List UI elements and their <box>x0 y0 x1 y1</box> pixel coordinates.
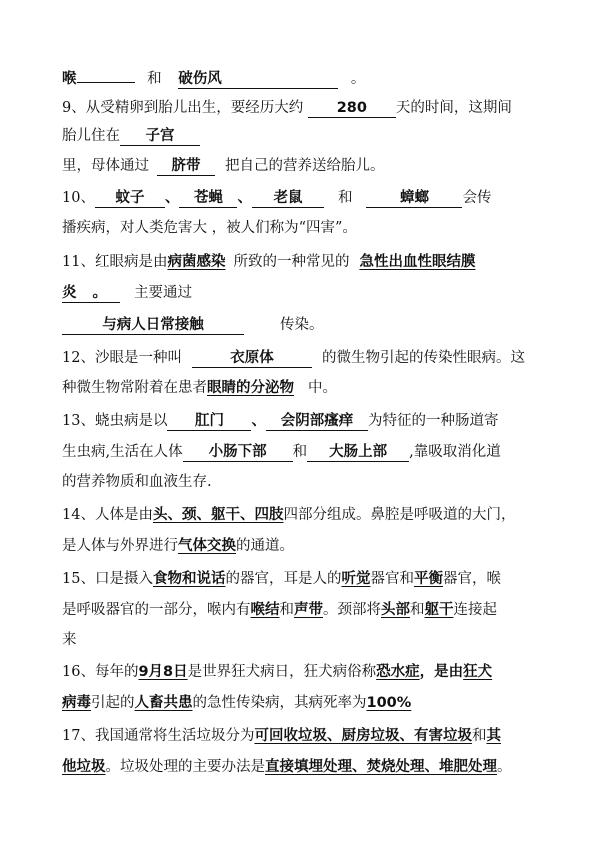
text: 从受精卵到胎儿出生，要经历大约 <box>85 100 304 116</box>
answer-blank: 衣原体 <box>192 349 312 368</box>
answer: 可回收垃圾、厨房垃圾、有害垃圾 <box>254 728 472 744</box>
text: 是人体与外界进行 <box>62 538 178 554</box>
q16-line-1 <box>62 662 492 682</box>
q11-line-2 <box>62 283 192 303</box>
text: 蛲虫病是以 <box>94 413 168 429</box>
answer: 躯干 <box>424 602 454 618</box>
q13-line-3 <box>62 472 212 492</box>
text: 来 <box>62 632 77 648</box>
question-number: 9、 <box>62 100 86 116</box>
answer: 声带 <box>294 602 323 618</box>
question-number: 10、 <box>62 190 95 206</box>
answer: 病菌感染 <box>167 254 226 270</box>
answer-blank: 280 <box>308 99 396 118</box>
answer-blank: 破伤风 <box>178 70 338 89</box>
answer: 急性出血性眼结膜 <box>359 254 476 270</box>
separator: 、 <box>251 413 266 429</box>
answer: 气体交换 <box>178 538 236 554</box>
text: 口是摄入 <box>94 571 153 587</box>
text: 是世界狂犬病日，狂犬病俗称 <box>187 664 377 680</box>
answer-blank: 小肠下部 <box>183 443 293 462</box>
answer-blank: 老鼠 <box>252 189 324 208</box>
text: 里，母体通过 <box>62 158 149 174</box>
text: 我国通常将生活垃圾分为 <box>94 728 255 744</box>
text: 连接起 <box>453 602 497 618</box>
answer: 平衡 <box>413 571 443 587</box>
answer-blank: 大肠上部 <box>307 443 409 462</box>
answer: 食物和说话 <box>152 571 226 587</box>
answer-blank: 蚊子 <box>95 189 165 208</box>
question-number: 16、 <box>62 664 95 680</box>
separator: 、 <box>164 190 180 206</box>
answer: 9月8日 <box>138 664 188 680</box>
text: 是呼吸器官的一部分，喉内有 <box>62 602 251 618</box>
text: 主要通过 <box>134 285 192 301</box>
question-number: 14、 <box>62 507 95 523</box>
question-number: 15、 <box>62 571 95 587</box>
text: 传染。 <box>280 317 324 333</box>
answer-blank: 苍蝇 <box>179 189 237 208</box>
text: 的通道。 <box>236 538 294 554</box>
answer: 其 <box>486 728 501 744</box>
answer-blank: 炎 。 <box>62 284 120 303</box>
answer: 头部 <box>381 602 410 618</box>
answer: 病毒 <box>62 695 91 711</box>
answer-blank: 会阴部瘙痒 <box>266 412 368 431</box>
text: 胎儿住在 <box>62 128 120 144</box>
question-number: 11、 <box>62 254 95 270</box>
text: 把自己的营养送给胎儿。 <box>225 158 385 174</box>
q10-line-2 <box>62 218 357 238</box>
q12-line-2 <box>62 378 337 398</box>
q9-line-3 <box>62 156 385 176</box>
question-number: 17、 <box>62 728 95 744</box>
q14-line-1 <box>62 505 515 525</box>
q14-line-2 <box>62 536 294 556</box>
answer: 直接填埋处理、焚烧处理、堆肥处理 <box>265 759 497 775</box>
text: 的器官，耳是人的 <box>225 571 342 587</box>
answer: 眼睛的分泌物 <box>207 380 294 396</box>
answer-blank: 蟑螂 <box>366 189 462 208</box>
q17-line-2 <box>62 757 512 777</box>
answer: 听觉 <box>341 571 371 587</box>
answer: 喉 <box>62 71 77 87</box>
answer-blank: 子宫 <box>120 127 200 146</box>
text: 和 <box>292 444 308 460</box>
q15-line-3 <box>62 630 77 650</box>
text: 器官，喉 <box>442 571 501 587</box>
text: 所致的一种常见的 <box>233 254 350 270</box>
text: 。 <box>497 759 512 775</box>
text: 的急性传染病，其病死率为 <box>192 695 367 711</box>
text: 和 <box>471 728 487 744</box>
answer: 头、颈、躯干、四肢 <box>152 507 284 523</box>
q11-line-1 <box>62 252 475 272</box>
answer: 100% <box>366 695 412 711</box>
text: 为特征的一种肠道寄 <box>367 413 499 429</box>
text: ,靠吸取消化道 <box>409 444 501 460</box>
text: 种微生物常附着在患者 <box>62 380 207 396</box>
answer: 人畜共患 <box>134 695 193 711</box>
text: 和 <box>147 71 162 87</box>
blank-underline <box>77 64 135 83</box>
text: 沙眼是一种叫 <box>94 350 182 366</box>
question-number: 13、 <box>62 413 95 429</box>
text: 天的时间，这期间 <box>395 100 512 116</box>
q15-line-2 <box>62 600 497 620</box>
text: 和 <box>337 190 353 206</box>
text: 。颈部将 <box>323 602 381 618</box>
text: 和 <box>279 602 294 618</box>
text: 四部分组成。鼻腔是呼吸道的大门， <box>283 507 516 523</box>
answer-blank: 脐带 <box>157 157 215 176</box>
text: 红眼病是由 <box>94 254 168 270</box>
separator: 、 <box>237 190 252 206</box>
q17-line-1 <box>62 726 501 746</box>
q8-tail-line <box>62 64 365 89</box>
text: 和 <box>410 602 425 618</box>
q13-line-1 <box>62 411 498 431</box>
q9-line-2 <box>62 126 200 146</box>
text: 的微生物引起的传染性眼病。这 <box>321 350 525 366</box>
text: 的营养物质和血液生存. <box>62 474 212 490</box>
text: 引起的 <box>91 695 135 711</box>
answer: 他垃圾 <box>62 759 106 775</box>
answer: 喉结 <box>250 602 280 618</box>
answer-blank: 与病人日常接触 <box>62 316 244 335</box>
text: 。垃圾处理的主要办法是 <box>105 759 265 775</box>
text: 。 <box>350 71 366 87</box>
q16-line-2 <box>62 693 411 713</box>
text: 生虫病,生活在人体 <box>62 444 183 460</box>
text: 会传 <box>462 190 492 206</box>
answer: 狂犬 <box>463 664 493 680</box>
answer-blank: 肛门 <box>167 412 251 431</box>
text: ，是由 <box>419 664 464 680</box>
text: 播疾病，对人类危害大 ，被人们称为“四害”。 <box>62 220 357 236</box>
question-number: 12、 <box>62 350 95 366</box>
text: 每年的 <box>94 664 139 680</box>
q9-line-1 <box>62 98 512 118</box>
q13-line-2 <box>62 442 501 462</box>
text: 中。 <box>308 380 337 396</box>
q11-line-3 <box>62 315 324 335</box>
q15-line-1 <box>62 569 501 589</box>
text: 人体是由 <box>94 507 153 523</box>
q12-line-1 <box>62 348 525 368</box>
text: 器官和 <box>370 571 414 587</box>
answer: 恐水症 <box>376 664 420 680</box>
q10-line-1 <box>62 188 491 208</box>
